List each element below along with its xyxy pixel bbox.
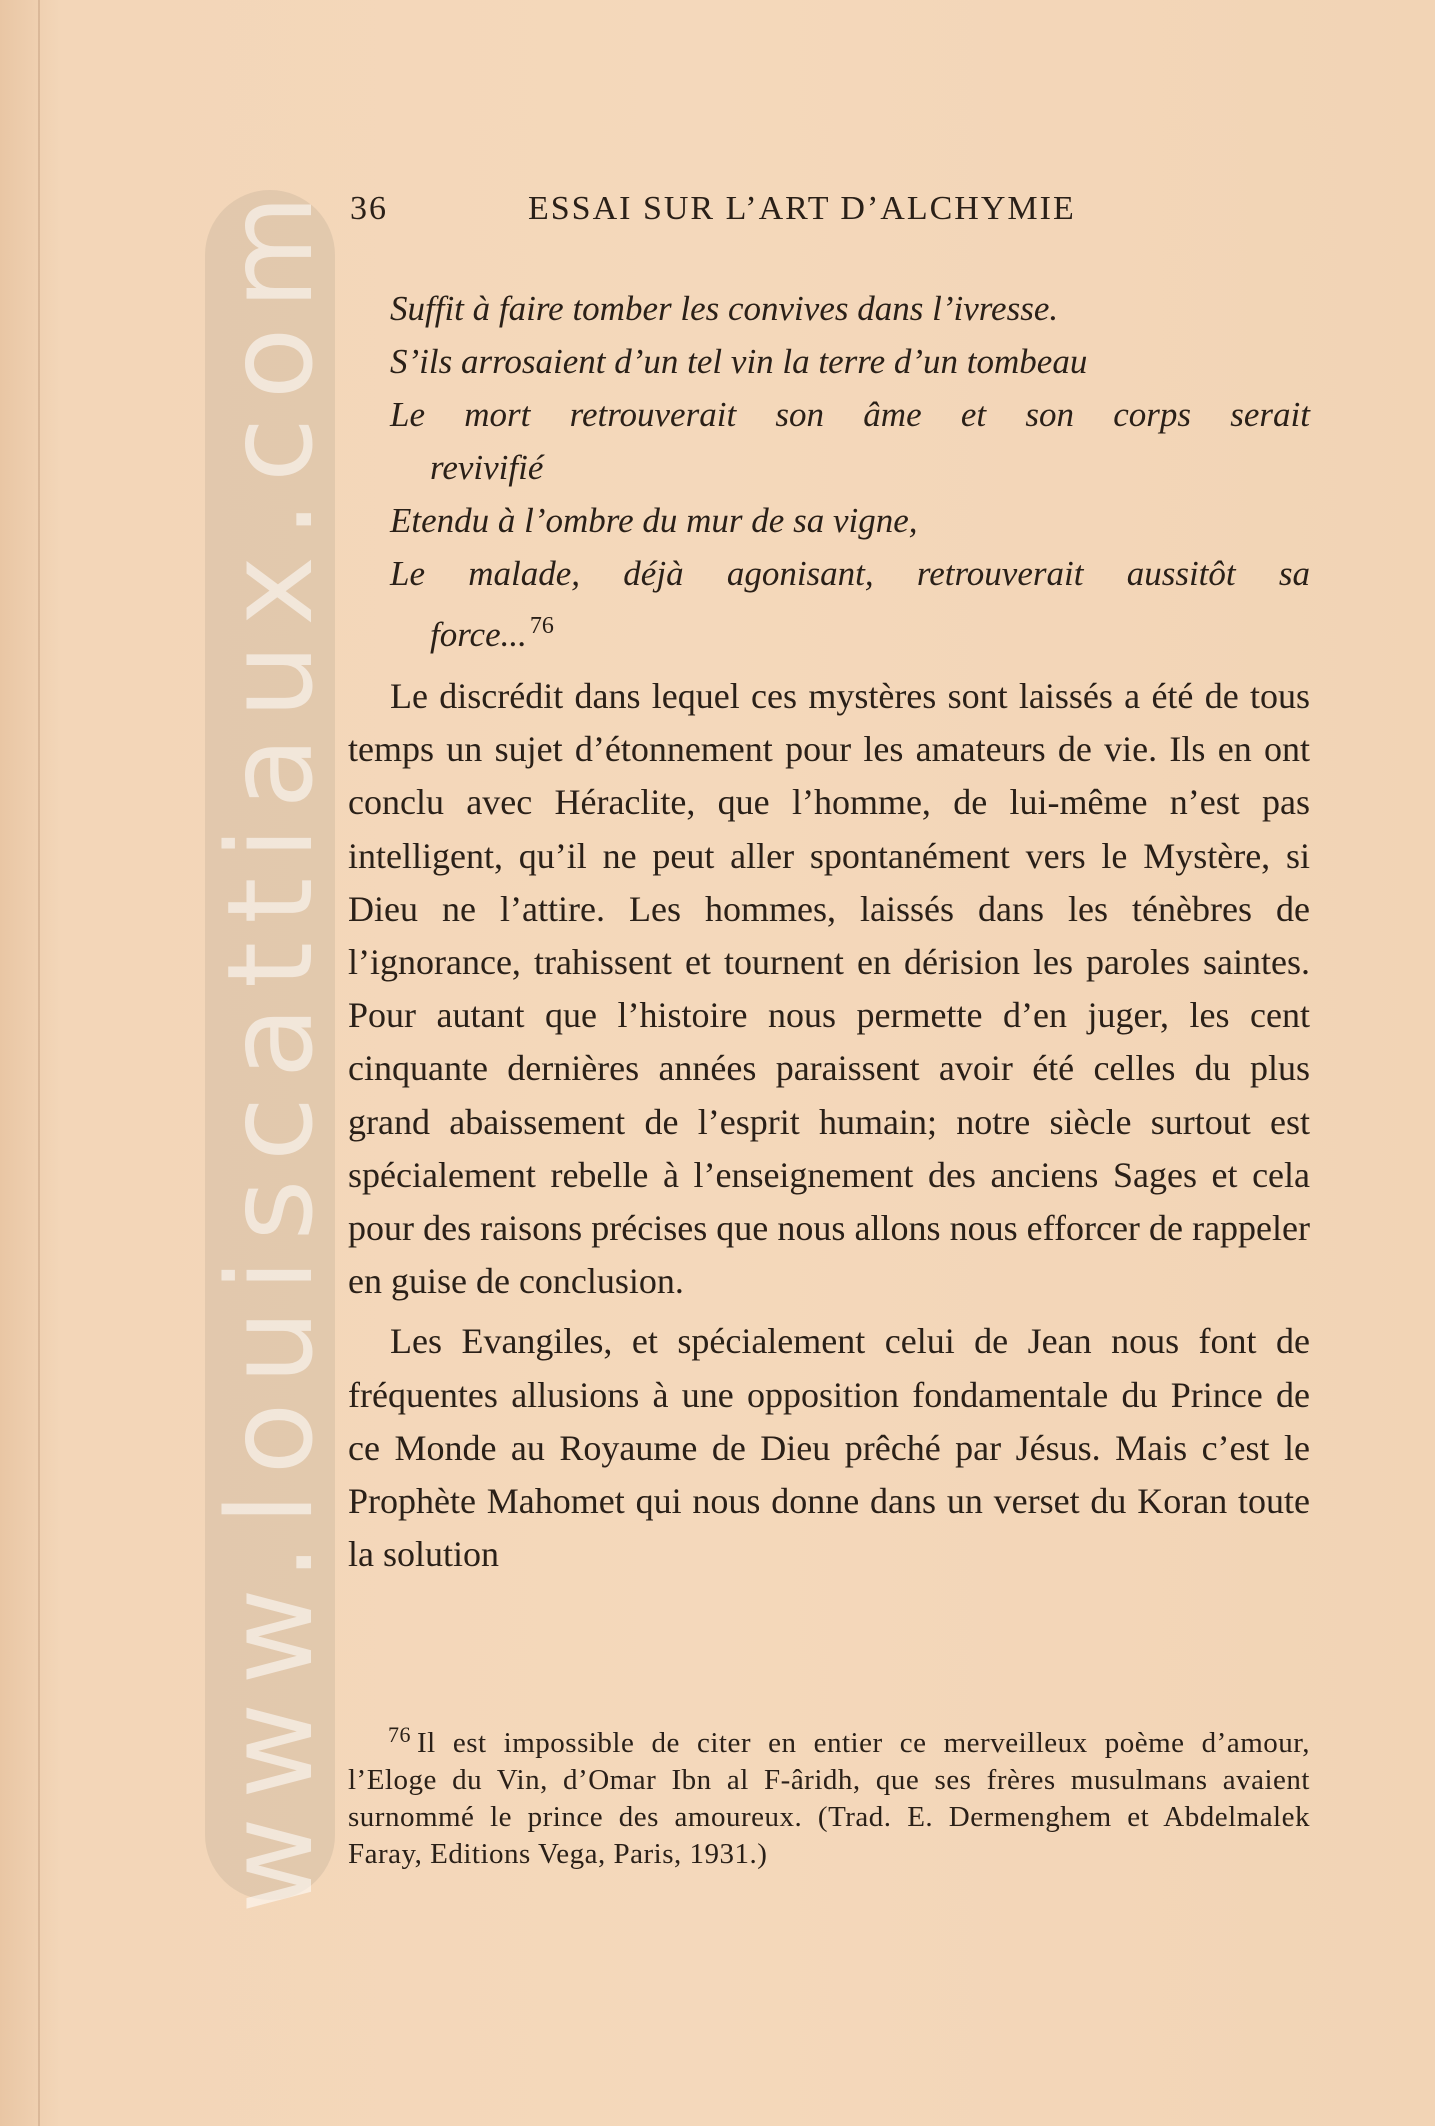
poem-quote <box>390 282 1310 661</box>
running-title: ESSAI SUR L’ART D’ALCHYMIE <box>528 190 1076 227</box>
page-number: 36 <box>350 190 388 227</box>
footnote-text: Il est impossible de citer en entier ce merveilleux poème d’amour, l’Eloge du Vin, d’Omar Ibn al F-âridh, que ses frères musulmans avaient surnommé le prince des amoureux. (Trad. E. Dermenghem et Abdelmalek Faray, Editions Vega, Paris, 1931.) <box>348 1727 1310 1870</box>
poem-last-line: force... <box>430 615 527 654</box>
poem-line-continuation <box>390 600 1310 661</box>
poem-line: Suffit à faire tomber les convives dans l’ivresse. <box>390 289 1059 328</box>
body-text <box>348 670 1310 1581</box>
poem-line: Le mort retrouverait son âme et son corps serait <box>390 395 1310 434</box>
paragraph: Le discrédit dans lequel ces mystères sont laissés a été de tous temps un sujet d’étonnement pour les amateurs de vie. Ils en ont conclu avec Héraclite, que l’homme, de lui-même n’est pas intelligent, qu’il ne peut aller spontanément vers le Mystère, si Dieu ne l’attire. Les hommes, laissés dans les ténèbres de l’ignorance, trahissent et tournent en dérision les paroles saintes. Pour autant que l’histoire nous permette d’en juger, les cent cinquante dernières années paraissent avoir été celles du plus grand abaissement de l’esprit humain; notre siècle surtout est spécialement rebelle à l’enseignement des anciens Sages et cela pour des raisons précises que nous allons nous efforcer de rappeler en guise de conclusion. <box>348 676 1310 1302</box>
footnote <box>348 1716 1310 1873</box>
poem-line: S’ils arrosaient d’un tel vin la terre d’un tombeau <box>390 342 1088 381</box>
paragraph: Les Evangiles, et spécialement celui de Jean nous font de fréquentes allusions à une opposition fondamentale du Prince de ce Monde au Royaume de Dieu prêché par Jésus. Mais c’est le Prophète Mahomet qui nous donne dans un verset du Koran toute la solution <box>348 1321 1310 1575</box>
poem-line: Le malade, déjà agonisant, retrouverait aussitôt sa <box>390 554 1310 593</box>
watermark-text: www.louiscattiaux.com <box>201 176 339 1914</box>
footnote-number: 76 <box>388 1722 411 1747</box>
footnote-reference: 76 <box>529 613 554 639</box>
poem-line: Etendu à l’ombre du mur de sa vigne, <box>390 501 918 540</box>
poem-line-continuation: revivifié <box>430 448 544 487</box>
page-edge-line <box>38 0 40 2126</box>
